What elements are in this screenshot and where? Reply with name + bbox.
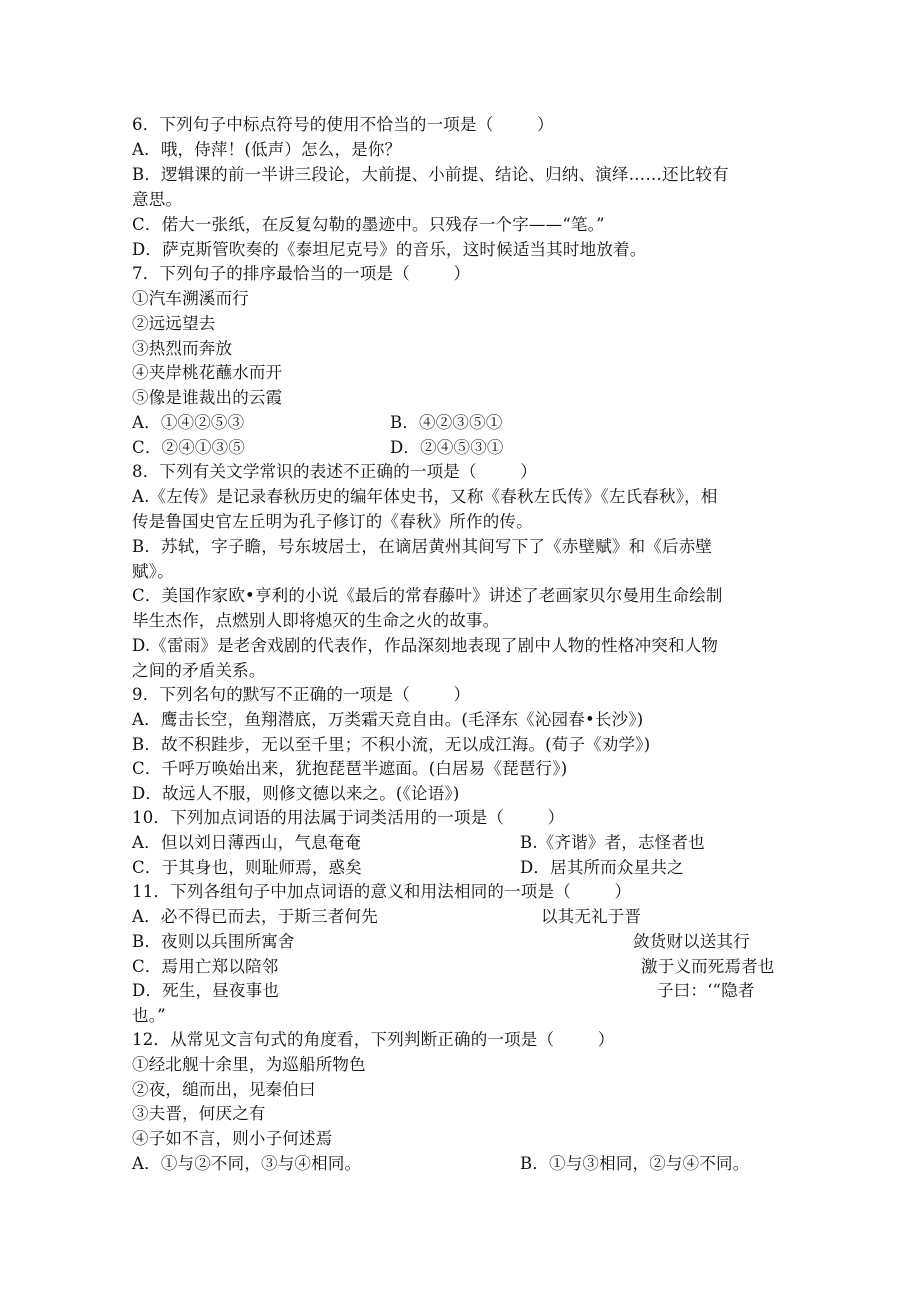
q11-option-d-left: D．死生，昼夜事也 <box>132 981 280 1000</box>
q7-option-c: C．②④①③⑤ <box>132 438 246 457</box>
q11-option-a-left: A．必不得已而去，于斯三者何先 <box>132 907 378 926</box>
q9-option-b: B．故不积跬步，无以至千里；不积小流，无以成江海。(荀子《劝学》) <box>132 735 651 754</box>
q12-item-2: ②夜，缒而出，见秦伯曰 <box>132 1080 316 1099</box>
q6-option-b-cont: 意思。 <box>132 190 183 209</box>
q12-item-4: ④子如不言，则小子何述焉 <box>132 1129 333 1148</box>
q9-option-a: A．鹰击长空，鱼翔潜底，万类霜天竞自由。(毛泽东《沁园春•长沙》) <box>132 710 644 729</box>
q10-option-c: C．于其身也，则耻师焉，惑矣 <box>132 858 362 877</box>
q8-option-d: D.《雷雨》是老舍戏剧的代表作，作品深刻地表现了剧中人物的性格冲突和人物 <box>132 636 719 655</box>
q8-stem: 8．下列有关文学常识的表述不正确的一项是（ ） <box>132 462 537 481</box>
q9-stem: 9．下列名句的默写不正确的一项是（ ） <box>132 685 471 704</box>
q12-stem: 12．从常见文言句式的角度看，下列判断正确的一项是（ ） <box>132 1030 615 1049</box>
q12-item-1: ①经北舰十余里，为巡船所物色 <box>132 1055 366 1074</box>
q11-option-b-right: 敛货财以送其行 <box>633 932 750 951</box>
q7-item-2: ②远远望去 <box>132 314 216 333</box>
q10-option-b: B.《齐谐》者，志怪者也 <box>520 833 705 852</box>
q9-option-d: D．故远人不服，则修文德以来之。(《论语》) <box>132 784 460 803</box>
q12-option-a: A．①与②不同，③与④相同。 <box>132 1154 362 1173</box>
q11-option-b-left: B．夜则以兵围所寓舍 <box>132 932 295 951</box>
q7-stem: 7．下列句子的排序最恰当的一项是（ ） <box>132 264 471 283</box>
q7-option-b: B．④②③⑤① <box>390 413 503 432</box>
q11-option-a-right: 以其无礼于晋 <box>541 907 642 926</box>
q6-option-a: A．哦，侍萍！(低声）怎么，是你？ <box>132 140 402 159</box>
q12-option-b: B．①与③相同，②与④不同。 <box>520 1154 750 1173</box>
q11-option-c-right: 激于义而死焉者也 <box>641 957 775 976</box>
q6-stem: 6．下列句子中标点符号的使用不恰当的一项是（ ） <box>132 115 554 134</box>
q8-option-c-cont: 毕生杰作，点燃别人即将熄灭的生命之火的故事。 <box>132 611 500 630</box>
q10-stem: 10．下列加点词语的用法属于词类活用的一项是（ ） <box>132 808 565 827</box>
q7-option-a: A．①④②⑤③ <box>132 413 245 432</box>
q8-option-b: B．苏轼，字子瞻，号东坡居士，在谪居黄州其间写下了《赤壁赋》和《后赤壁 <box>132 537 713 556</box>
q11-option-d-right: 子曰：‘“隐者 <box>657 981 755 1000</box>
q8-option-a: A.《左传》是记录春秋历史的编年体史书，又称《春秋左氏传》《左氏春秋》，相 <box>132 487 718 506</box>
q8-option-d-cont: 之间的矛盾关系。 <box>132 661 266 680</box>
q8-option-c: C．美国作家欧•亨利的小说《最后的常春藤叶》讲述了老画家贝尔曼用生命绘制 <box>132 586 723 605</box>
q7-item-5: ⑤像是谁裁出的云霞 <box>132 388 283 407</box>
q6-option-b: B．逻辑课的前一半讲三段论，大前提、小前提、结论、归纳、演绎……还比较有 <box>132 165 729 184</box>
q8-option-a-cont: 传是鲁国史官左丘明为孔子修订的《春秋》所作的传。 <box>132 512 533 531</box>
q10-option-a: A．但以刘日薄西山，气息奄奄 <box>132 833 362 852</box>
q6-option-c: C．偌大一张纸，在反复勾勒的墨迹中。只残存一个字——“笔。” <box>132 215 605 234</box>
q8-option-b-cont: 赋》。 <box>132 562 174 581</box>
q12-item-3: ③夫晋，何厌之有 <box>132 1104 266 1123</box>
q7-item-3: ③热烈而奔放 <box>132 339 233 358</box>
q7-option-d: D．②④⑤③① <box>390 438 504 457</box>
q9-option-c: C．千呼万唤始出来，犹抱琵琶半遮面。(白居易《琵琶行》) <box>132 759 568 778</box>
q11-option-c-left: C．焉用亡郑以陪邻 <box>132 957 279 976</box>
q7-item-1: ①汽车溯溪而行 <box>132 289 249 308</box>
q11-option-d-cont: 也。” <box>132 1006 166 1025</box>
q10-option-d: D．居其所而众星共之 <box>520 858 684 877</box>
q7-item-4: ④夹岸桃花蘸水而开 <box>132 363 283 382</box>
q11-stem: 11．下列各组句子中加点词语的意义和用法相同的一项是（ ） <box>132 882 632 901</box>
q6-option-d: D．萨克斯管吹奏的《泰坦尼克号》的音乐，这时候适当其时地放着。 <box>132 240 647 259</box>
